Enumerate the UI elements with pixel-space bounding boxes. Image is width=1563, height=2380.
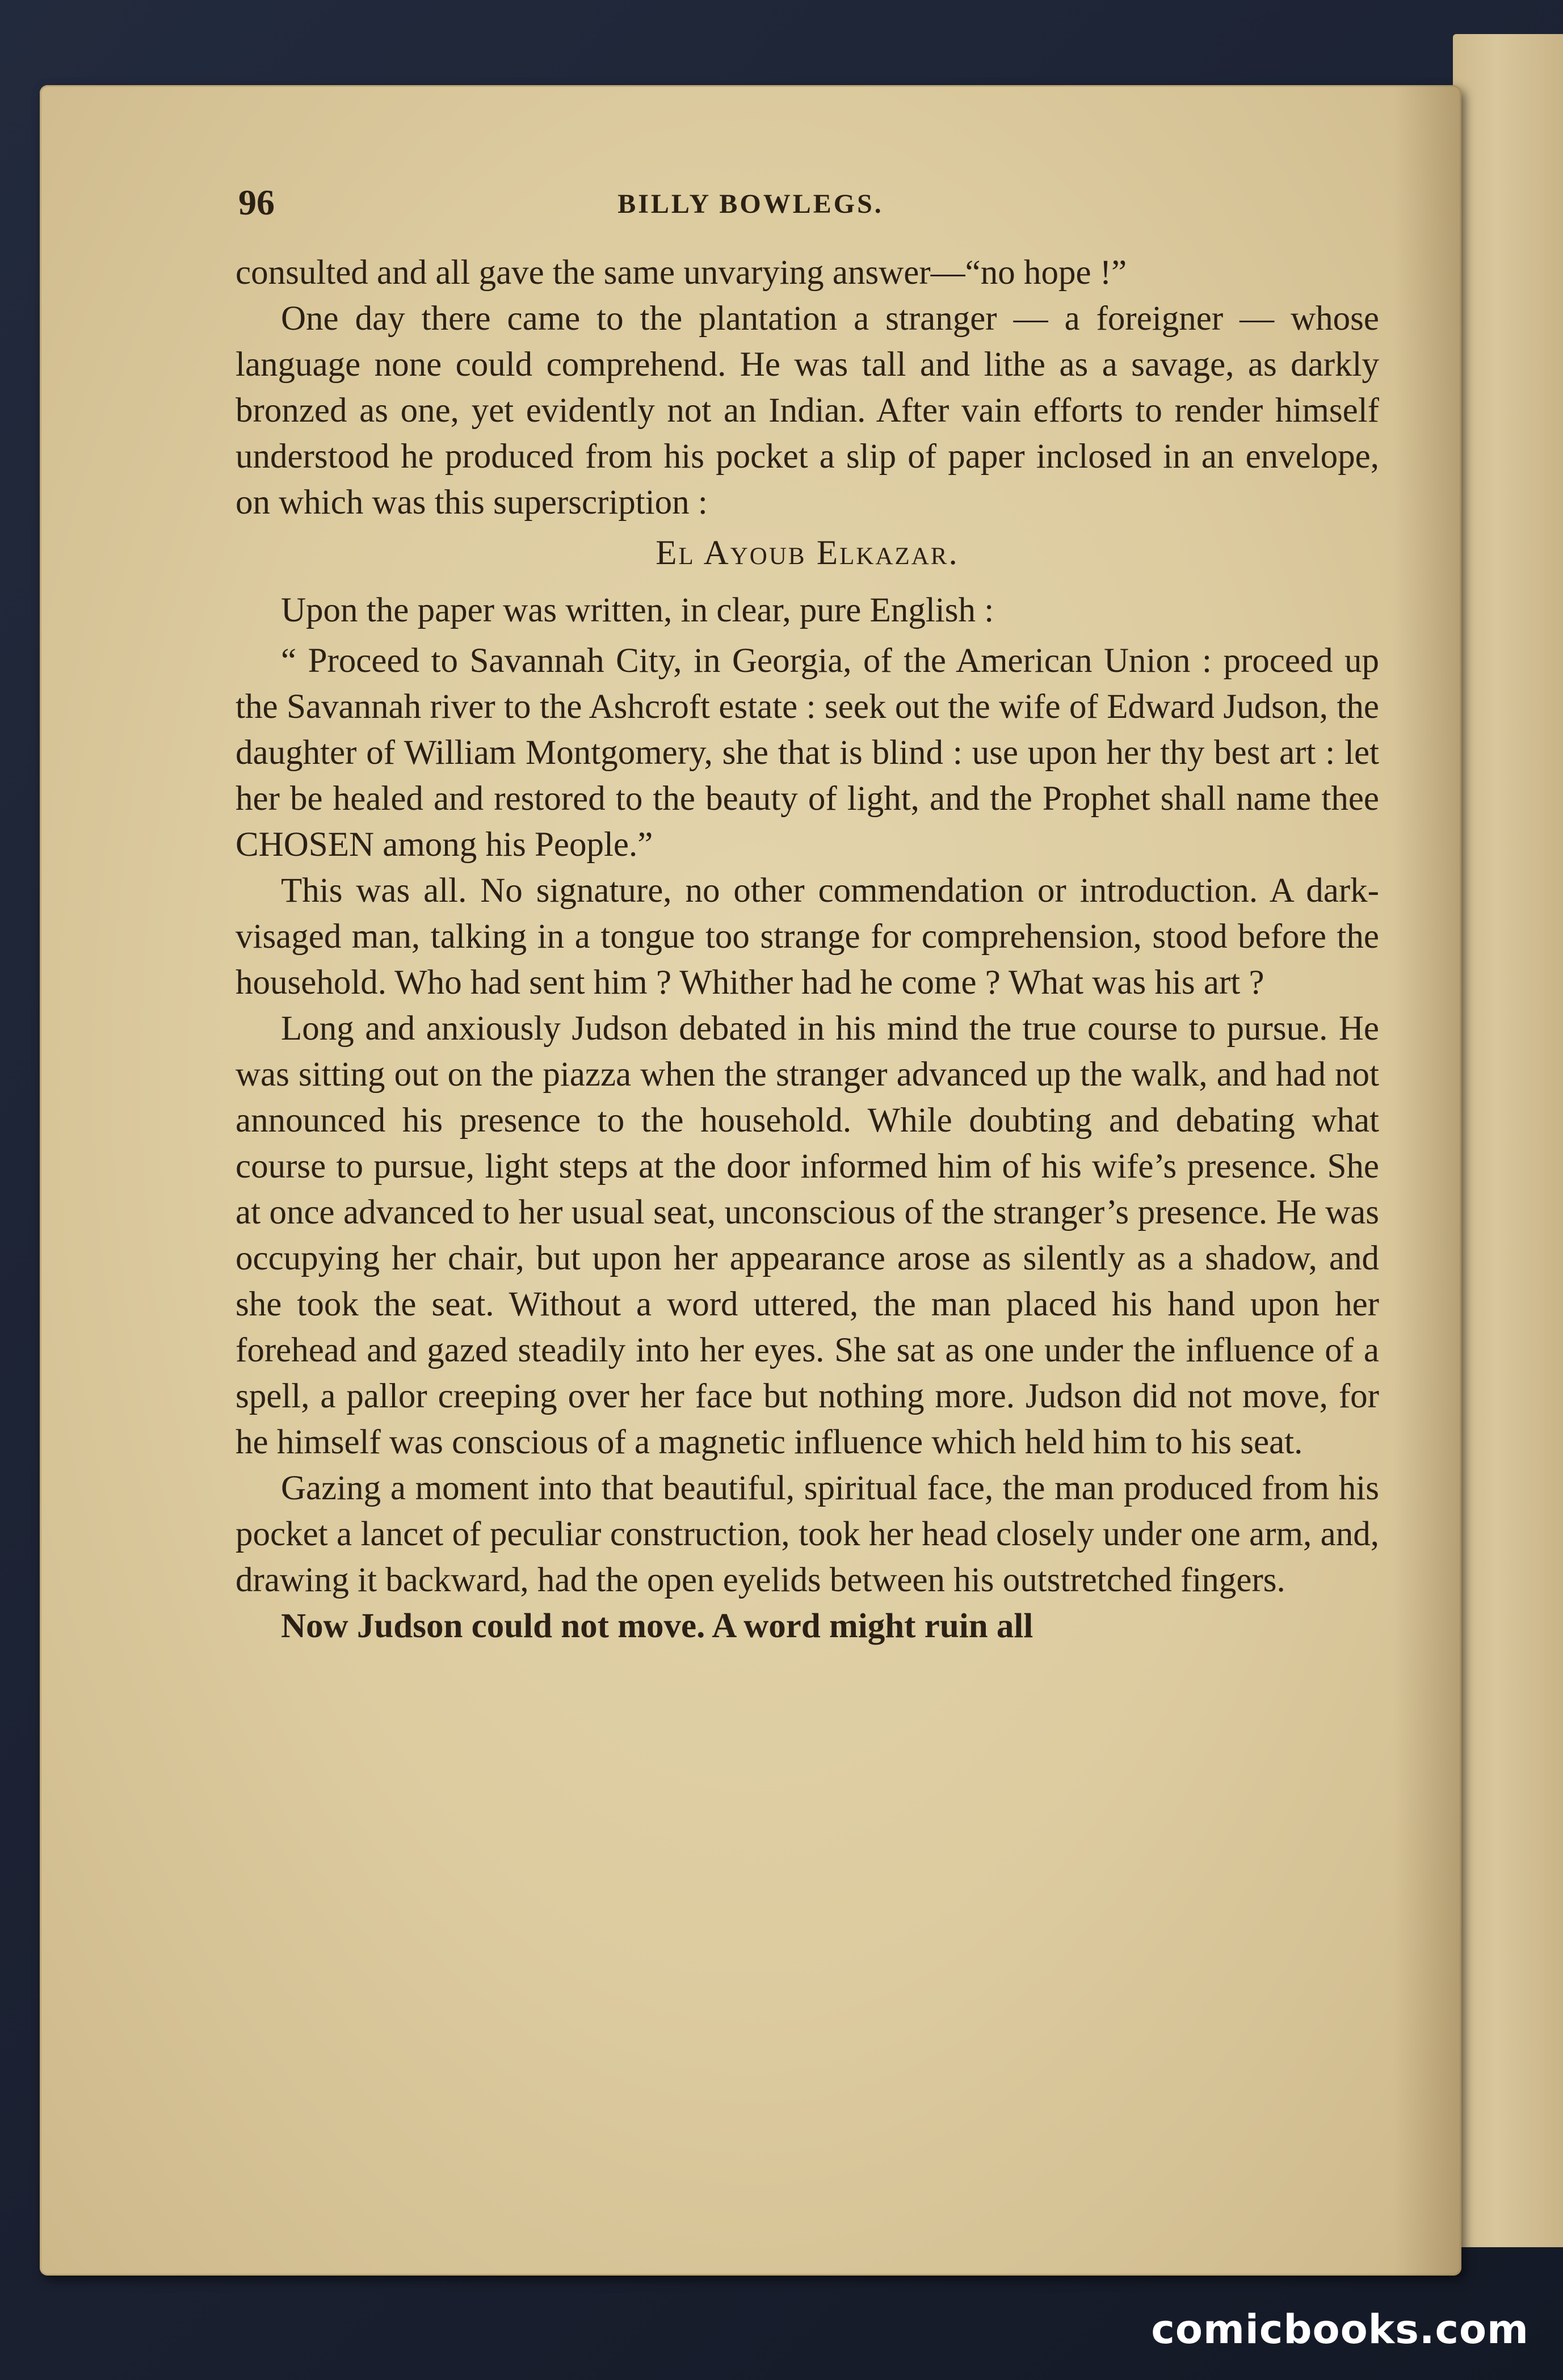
superscription-heading: El Ayoub Elkazar.: [656, 534, 959, 572]
paragraph-quoted-letter: “ Proceed to Savannah City, in Georgia, of the American Union : proceed up the Savannah river to the Ashcroft estate : seek out the wife of Edward Judson, the daughter of William Montgomery, she that is blind : use upon her thy best art : let her be healed and restored to the beauty of light, and the Prophet shall name thee CHOSEN among his People.”: [236, 642, 1379, 864]
book-page: [40, 85, 1461, 2276]
paragraph: Gazing a moment into that beautiful, spiritual face, the man produced from his pocket a lancet of peculiar construction, took her head closely under one arm, and, drawing it backward, had the open eyelids between his outstretched fingers.: [236, 1469, 1379, 1599]
watermark: comicbooks.com: [1151, 2306, 1529, 2353]
paragraph-final: Now Judson could not move. A word might ruin all: [281, 1607, 1033, 1645]
facing-page-edge: [1453, 34, 1563, 2247]
paragraph: Long and anxiously Judson debated in his mind the true course to pursue. He was sitting out on the piazza when the stranger advanced up the walk, and had not announced his presence to the household. While doubting and debating what course to pursue, light steps at the door informed him of his wife’s presence. She at once advanced to her usual seat, unconscious of the stranger’s presence. He was occupying her chair, but upon her appearance arose as silently as a shadow, and she took the seat. Without a word uttered, the man placed his hand upon her forehead and gazed steadily into her eyes. She sat as one under the influence of a spell, a pallor creeping over her face but nothing more. Judson did not move, for he himself was conscious of a magnetic influence which held him to his seat.: [236, 1010, 1379, 1461]
page-number: 96: [238, 182, 275, 222]
paragraph-continued: consulted and all gave the same unvarying answer—“no hope !”: [236, 254, 1127, 292]
paragraph: One day there came to the plantation a stranger — a foreigner — whose language none could comprehend. He was tall and lithe as a savage, as darkly bronzed as one, yet evidently not an Indian. After vain efforts to render himself understood he produced from his pocket a slip of paper inclosed in an envelope, on which was this superscription :: [236, 300, 1379, 522]
running-head: BILLY BOWLEGS.: [617, 189, 884, 219]
body-text: [236, 250, 1379, 1649]
paragraph: Upon the paper was written, in clear, pure English :: [281, 591, 994, 629]
paragraph: This was all. No signature, no other commendation or introduction. A dark-visaged man, talking in a tongue too strange for comprehension, stood before the household. Who had sent him ? Whither had he come ? What was his art ?: [236, 872, 1379, 1002]
spine-shadow: [1393, 85, 1461, 2276]
page-header: [40, 182, 1461, 233]
